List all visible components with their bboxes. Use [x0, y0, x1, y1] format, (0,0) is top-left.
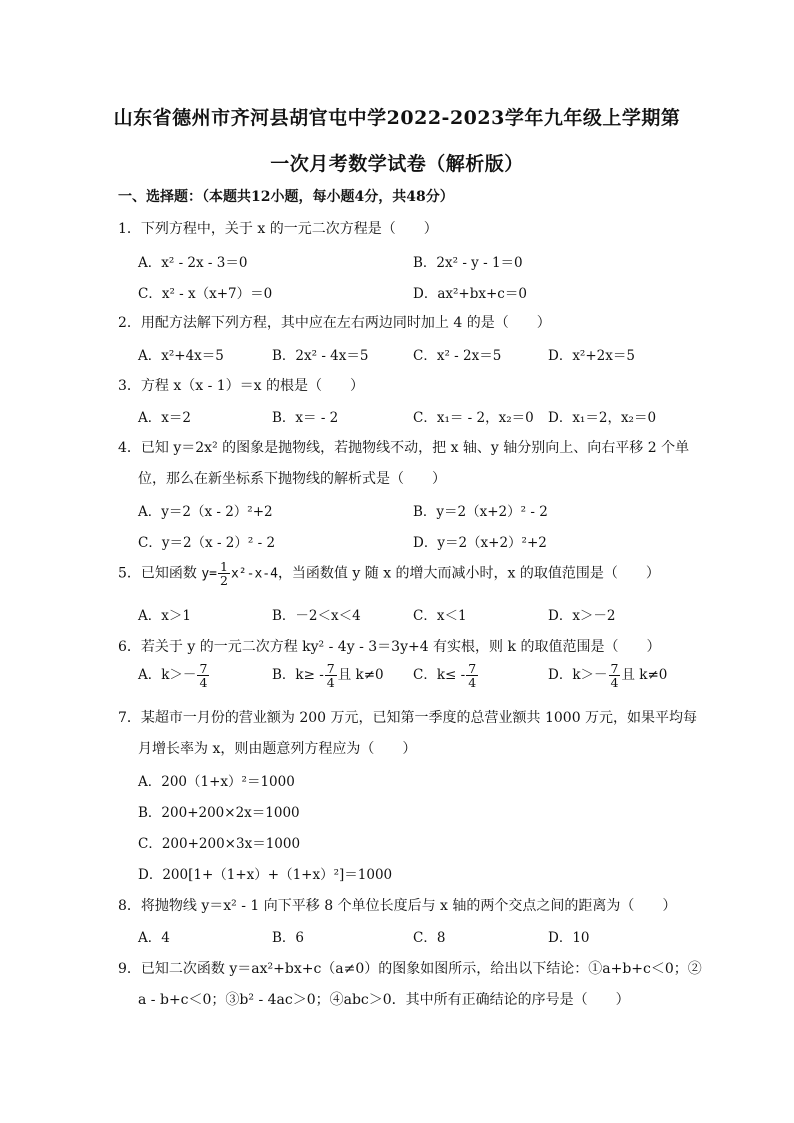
question-5-stem-suffix: ，当函数值 y 随 x 的增大而减小时，x 的取值范围是（ ）: [277, 565, 660, 582]
question-7-stem-line-2: 月增长率为 x，则由题意列方程应为（ ）: [138, 741, 417, 757]
fraction-denominator: 4: [199, 675, 208, 691]
question-6-option-b-fraction: [325, 662, 337, 689]
question-5-stem-prefix: 5．已知函数: [118, 565, 202, 582]
question-6-option-c-label: C．k≤ -: [413, 667, 466, 684]
question-7-option-a: A．200（1+x）²＝1000: [138, 774, 295, 790]
question-2-option-d: D．x²+2x＝5: [548, 348, 635, 364]
fraction-numerator: 7: [610, 661, 619, 676]
question-5-formula-rest: x²-x-4: [230, 566, 278, 582]
question-5-option-a: A．x＞1: [138, 608, 191, 624]
question-2-option-b: B．2x² - 4x＝5: [272, 348, 369, 364]
fraction-numerator: 7: [468, 661, 477, 676]
question-5-option-b: B．－2＜x＜4: [272, 608, 361, 624]
question-6-option-a-fraction: [197, 662, 209, 689]
question-4-stem-line-1: 4．已知 y＝2x² 的图象是抛物线，若抛物线不动，把 x 轴、y 轴分别向上、向右平移 2 个单: [118, 440, 690, 456]
question-7-option-d: D．200[1+（1+x）+（1+x）²]＝1000: [138, 867, 393, 883]
question-1-option-d: D．ax²+bx+c＝0: [413, 286, 527, 302]
question-5-fraction-denominator: 2: [220, 573, 228, 589]
question-4-option-a: A．y＝2（x - 2）²+2: [138, 504, 273, 520]
fraction-numerator: 7: [326, 661, 335, 676]
question-3-option-a: A．x＝2: [138, 410, 191, 426]
question-7-option-c: C．200+200×3x＝1000: [138, 836, 301, 852]
question-6-option-a-label: A．k＞－: [138, 667, 197, 684]
question-5-stem: [118, 560, 660, 587]
question-8-option-d: D．10: [548, 930, 590, 946]
question-4-stem-line-2: 位，那么在新坐标系下抛物线的解析式是（ ）: [138, 471, 446, 487]
question-1-option-c: C．x² - x（x+7）＝0: [138, 286, 273, 302]
question-9-stem-line-1: 9．已知二次函数 y＝ax²+bx+c（a≠0）的图象如图所示，给出以下结论：①a+b+c＜0；②: [118, 961, 702, 977]
question-3-option-b: B．x＝ - 2: [272, 410, 339, 426]
question-7-option-b: B．200+200×2x＝1000: [138, 805, 300, 821]
question-3-option-d: D．x₁＝2，x₂＝0: [548, 410, 657, 426]
fraction-denominator: 4: [468, 675, 477, 691]
question-3-stem: 3．方程 x（x - 1）＝x 的根是（ ）: [118, 378, 365, 394]
question-6-option-b-condition: 且 k≠0: [337, 667, 384, 684]
question-1-option-b: B．2x² - y - 1＝0: [413, 255, 523, 271]
question-2-stem: 2．用配方法解下列方程，其中应在左右两边同时加上 4 的是（ ）: [118, 315, 551, 331]
question-4-option-d: D．y＝2（x+2）²+2: [413, 535, 547, 551]
question-6-option-b: [272, 662, 384, 689]
question-8-option-c: C．8: [413, 930, 446, 946]
question-6-option-a: [138, 662, 210, 689]
question-5-fraction: [218, 560, 230, 587]
question-6-option-d-label: D．k＞－: [548, 667, 608, 684]
question-6-option-c-fraction: [466, 662, 478, 689]
question-6-stem: 6．若关于 y 的一元二次方程 ky² - 4y - 3＝3y+4 有实根，则 k 的取值范围是（ ）: [118, 639, 661, 655]
question-5-formula-y: y=: [201, 566, 218, 582]
question-5-option-d: D．x＞－2: [548, 608, 616, 624]
question-6-option-c: [413, 662, 479, 689]
question-5-fraction-numerator: 1: [220, 559, 228, 574]
page-title-line-2: 一次月考数学试卷（解析版）: [270, 153, 524, 175]
question-6-option-d-condition: 且 k≠0: [621, 667, 668, 684]
question-2-option-c: C．x² - 2x＝5: [413, 348, 502, 364]
question-9-stem-line-2: a - b+c＜0；③b² - 4ac＞0；④abc＞0．其中所有正确结论的序号是（ ）: [138, 992, 630, 1008]
question-8-stem: 8．将抛物线 y＝x² - 1 向下平移 8 个单位长度后与 x 轴的两个交点之间的距离为（ ）: [118, 898, 677, 914]
section-heading: 一、选择题：（本题共12小题，每小题4分，共48分）: [118, 189, 454, 205]
question-3-option-c: C．x₁＝ - 2，x₂＝0: [413, 410, 534, 426]
question-6-option-d: [548, 662, 667, 689]
question-4-option-c: C．y＝2（x - 2）² - 2: [138, 535, 276, 551]
question-2-option-a: A．x²+4x＝5: [138, 348, 224, 364]
question-4-option-b: B．y＝2（x+2）² - 2: [413, 504, 548, 520]
fraction-denominator: 4: [610, 675, 619, 691]
question-7-stem-line-1: 7．某超市一月份的营业额为 200 万元，已知第一季度的总营业额共 1000 万元，如果平均每: [118, 710, 698, 726]
question-6-option-b-label: B．k≥ -: [272, 667, 324, 684]
question-1-stem: 1．下列方程中，关于 x 的一元二次方程是（ ）: [118, 221, 438, 237]
question-6-option-d-fraction: [609, 662, 621, 689]
question-5-option-c: C．x＜1: [413, 608, 467, 624]
page-title-line-1: 山东省德州市齐河县胡官屯中学2022-2023学年九年级上学期第: [113, 107, 681, 129]
question-1-option-a: A．x² - 2x - 3＝0: [138, 255, 248, 271]
question-8-option-b: B．6: [272, 930, 305, 946]
fraction-numerator: 7: [199, 661, 208, 676]
question-8-option-a: A．4: [138, 930, 170, 946]
fraction-denominator: 4: [326, 675, 335, 691]
